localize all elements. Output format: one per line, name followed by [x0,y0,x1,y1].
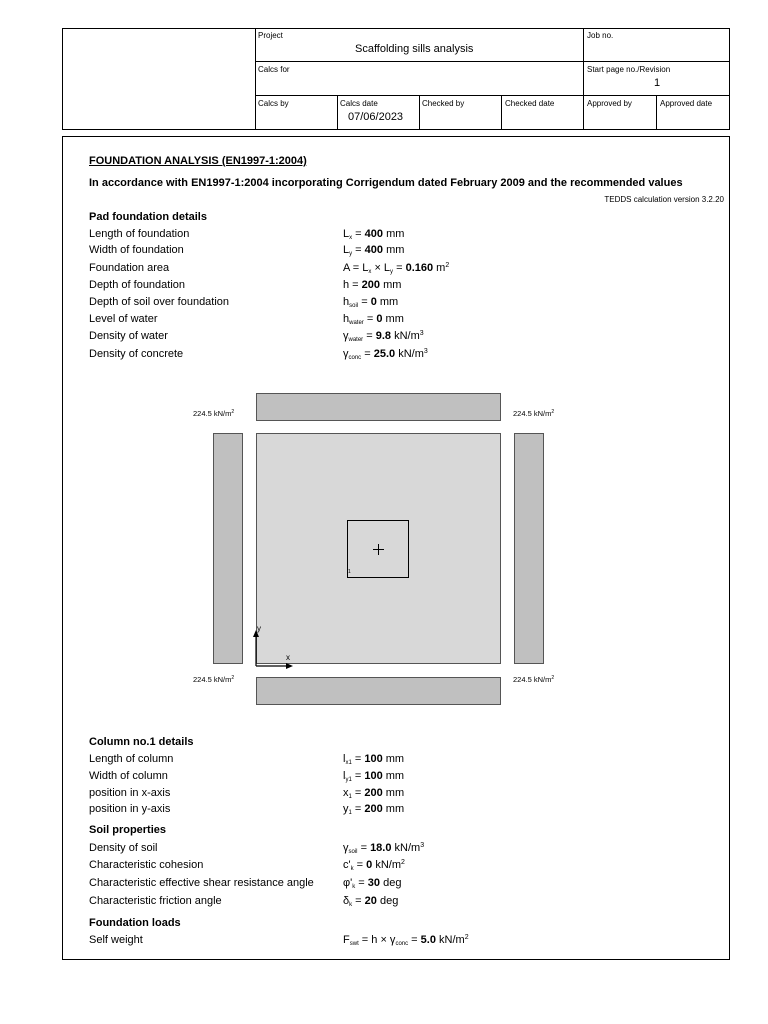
calcs-date-value: 07/06/2023 [348,111,404,123]
approved-date-label: Approved date [660,99,713,108]
pad-row-label: Density of water [89,330,168,342]
calcs-for-label: Calcs for [258,65,290,74]
column-number: 1 [348,569,351,575]
soil-heading: Soil properties [89,824,167,836]
loads-row-formula: $F_{swt} = h \times \gamma_{conc} = 5.0$ $kN/m^2$ [343,934,469,947]
pressure-label-bottom-right: 224.5 $kN/m^2$ [513,675,555,684]
approved-by-label: Approved by [587,99,632,108]
doc-title: FOUNDATION ANALYSIS (EN1997-1:2004) [89,155,307,167]
project-label: Project [258,31,283,40]
checked-date-label: Checked date [505,99,555,108]
soil-row-label: Characteristic effective shear resistance angle [89,877,314,889]
loads-heading: Foundation loads [89,917,181,929]
loads-row-label: Self weight [89,934,143,946]
pad-row-formula: $L_x = 400$ mm [343,228,405,241]
column-centre-v [378,544,379,555]
pad-row-formula: $L_y = 400$ mm [343,244,405,257]
column-row-label: Width of column [89,770,168,782]
pad-heading: Pad foundation details [89,211,207,223]
pressure-label-top-right: 224.5 $kN/m^2$ [513,409,555,418]
column-row-label: Length of column [89,753,174,765]
column-row-label: position in y-axis [89,803,171,815]
soil-row-label: Characteristic cohesion [89,859,204,871]
pad-row-formula: $h_{water} = 0$ mm [343,313,404,326]
pressure-bar-bottom [256,677,501,705]
column-heading: Column no.1 details [89,736,194,748]
axis-arrows [250,630,295,670]
job-no-label: Job no. [587,31,614,40]
doc-version: TEDDS calculation version 3.2.20 [604,195,724,204]
doc-subtitle: In accordance with EN1997-1:2004 incorporating Corrigendum dated February 2009 and the recommended values [89,177,683,189]
calcs-by-label: Calcs by [258,99,289,108]
column-row-formula: $y_1 = 200$ mm [343,803,405,816]
soil-row-formula: $\gamma_{soil} = 18.0$ $kN/m^3$ [343,842,425,855]
pad-row-label: Depth of soil over foundation [89,296,230,308]
project-value: Scaffolding sills analysis [355,43,474,55]
pad-row-label: Width of foundation [89,244,184,256]
column-row-formula: $x_1 = 200$ mm [343,787,405,800]
soil-row-label: Characteristic friction angle [89,895,222,907]
pad-row-label: Level of water [89,313,158,325]
column-row-formula: $l_{y1} = 100$ mm [343,770,405,783]
pad-row-formula: $A = L_x \times L_y = 0.160$ $m^2$ [343,262,450,275]
axis-x-label: x [286,653,290,662]
axis-y-label: y [257,624,261,633]
pad-row-formula: $h_{soil} = 0$ mm [343,296,399,309]
column-row-formula: $l_{x1} = 100$ mm [343,753,405,766]
soil-row-formula: $\delta_k = 20$ deg [343,895,399,908]
soil-row-label: Density of soil [89,842,158,854]
checked-by-label: Checked by [422,99,465,108]
start-page-value: 1 [654,77,661,89]
column-row-label: position in x-axis [89,787,171,799]
pad-row-formula: $\gamma_{water} = 9.8$ $kN/m^3$ [343,330,424,343]
calcs-date-label: Calcs date [340,99,378,108]
pad-row-formula: $\gamma_{conc} = 25.0$ $kN/m^3$ [343,348,428,361]
pad-row-label: Depth of foundation [89,279,186,291]
pad-row-label: Density of concrete [89,348,184,360]
pressure-bar-left [213,433,243,664]
start-page-label: Start page no./Revision [587,65,671,74]
pad-row-label: Foundation area [89,262,170,274]
soil-row-formula: $c'_k = 0$ $kN/m^2$ [343,859,405,872]
pressure-bar-top [256,393,501,421]
pressure-label-bottom-left: 224.5 $kN/m^2$ [193,675,235,684]
pressure-label-top-left: 224.5 $kN/m^2$ [193,409,235,418]
pad-row-formula: h = 200 mm [343,279,402,291]
pressure-bar-right [514,433,544,664]
pad-row-label: Length of foundation [89,228,190,240]
soil-row-formula: $\varphi'_k = 30$ deg [343,877,402,890]
